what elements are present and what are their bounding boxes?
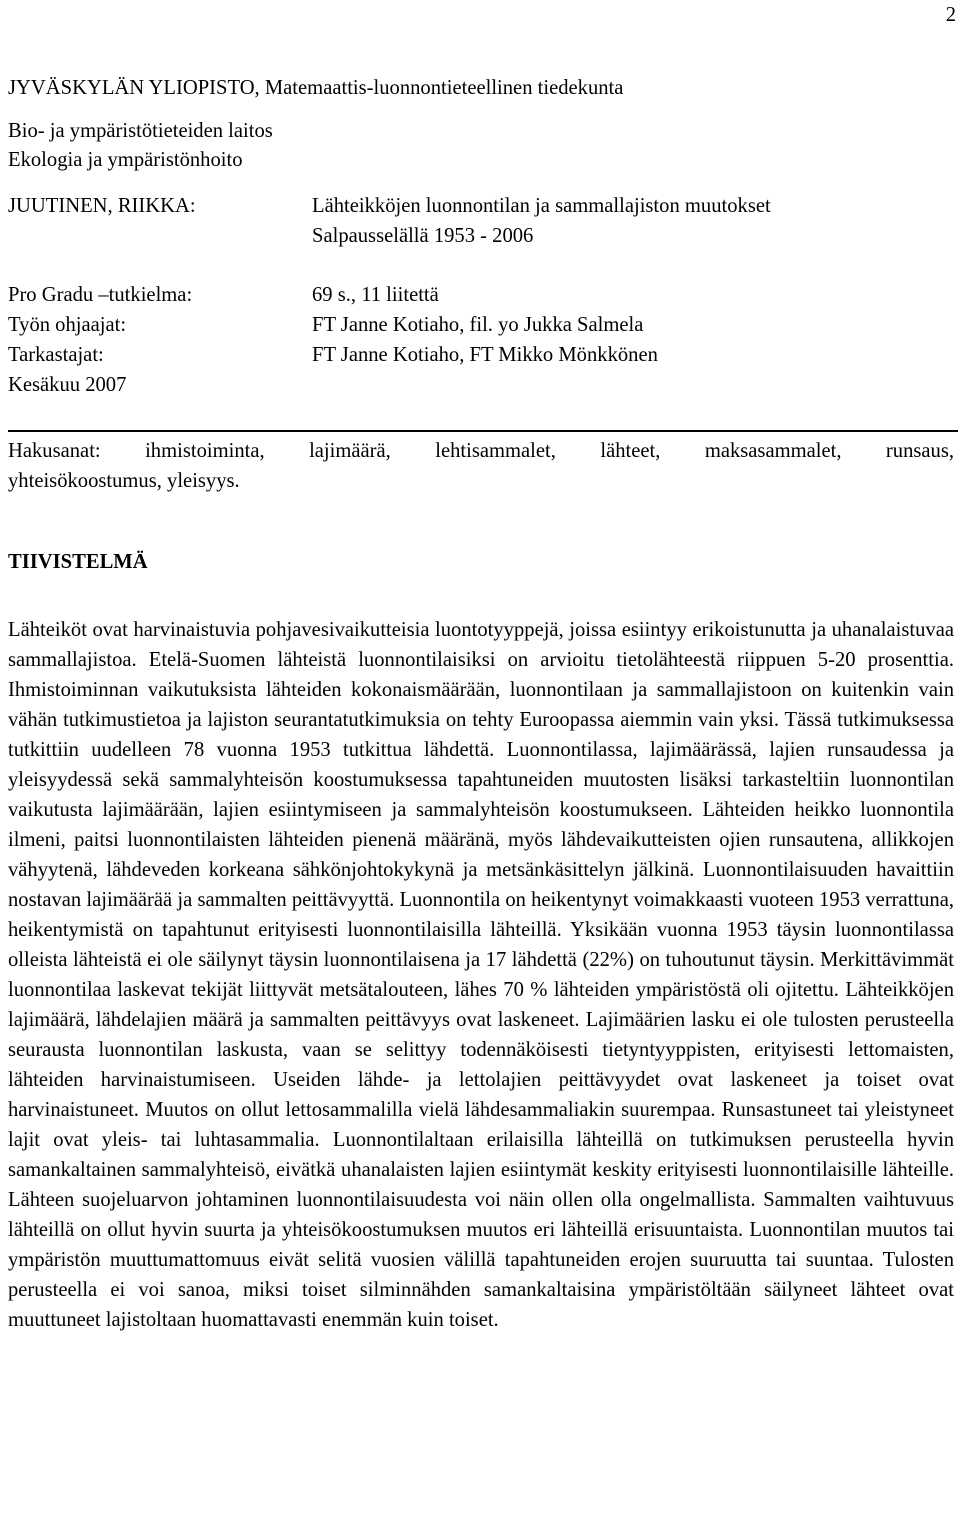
reviewers-value: FT Janne Kotiaho, FT Mikko Mönkkönen	[312, 344, 658, 366]
thesis-title-line1: Lähteikköjen luonnontilan ja sammallajiston muutokset	[312, 195, 771, 217]
university-line: JYVÄSKYLÄN YLIOPISTO, Matemaattis-luonnontieteellinen tiedekunta	[8, 77, 624, 99]
date-label: Kesäkuu 2007	[8, 374, 127, 396]
abstract-text: Lähteiköt ovat harvinaistuvia pohjavesivaikutteisia luontotyyppejä, joissa esiintyy erikoistunutta ja uhanalaistuvaa sammallajistoa. Etelä-Suomen lähteistä luonnontilaisiksi on arvioitu tietolähteestä riippuen 5-20 prosenttia. Ihmistoiminnan vaikutuksista lähteiden kokonaismäärään, luonnontilaan ja sammallajistoon on kuitenkin vain vähän tutkimustietoa ja lajiston seurantatutkimuksia on tehty Euroopassa aiemmin vain yksi. Tässä tutkimuksessa tutkittiin uudelleen 78 vuonna 1953 tutkittua lähdettä. Luonnontilassa, lajimäärässä, lajien runsaudessa ja yleisyydessä sekä sammalyhteisön koostumuksessa tapahtuneiden muutosten lisäksi tarkasteltiin luonnontilan vaikutusta lajimäärään, lajien esiintymiseen ja sammalyhteisön koostumukseen. Lähteiden heikko luonnontila ilmeni, paitsi luonnontilaisten lähteiden pienenä määränä, myös lähdevaikutteisten ojien runsautena, allikkojen vähyytenä, lähdeveden korkeana sähkönjohtokykynä ja metsänkäsittelyn jälkinä. Luonnontilaisuuden havaittiin nostavan lajimäärää ja sammalten peittävyyttä. Luonnontila on heikentynyt voimakkaasti vuoteen 1953 verrattuna, heikentymistä on tapahtunut erityisesti luonnontilaisilla lähteillä. Yksikään vuonna 1953 täysin luonnontilassa olleista lähteistä ei ole säilynyt täysin luonnontilaisena ja 17 lähdettä (22%) on tuhoutunut täysin. Merkittävimmät luonnontilaa laskevat tekijät liittyvät metsätalouteen, lähes 70 % lähteiden ympäristöstä oli ojitettu. Lähteikköjen lajimäärä, lähdelajien määrä ja sammalten peittävyys ovat laskeneet. Lajimäärien lasku ei ole tulosten perusteella seurausta luonnontilan laskusta, vaan se selittyy todennäköisesti tietyntyyppisten, erityisesti lettomaisten, lähteiden harvinaistumiseen. Useiden lähde- ja lettolajien peittävyydet ovat laskeneet ja toiset ovat harvinaistuneet. Muutos on ollut lettosammalilla vielä lähdesammaliakin suurempaa. Runsastuneet tai yleistyneet lajit ovat yleis- tai luhtasammalia. Luonnontilaltaan erilaisilla lähteillä on tutkimuksen perusteella hyvin samankaltainen sammalyhteisö, eivätkä uhanalaisten lajien esiintymät keskity erityisesti luonnontilaisille lähteille. Lähteen suojeluarvon johtaminen luonnontilaisuudesta voi näin ollen olla ongelmallista. Sammalten vaihtuvuus lähteillä on ollut hyvin suurta ja yhteisökoostumuksen muutos eri lähteillä erisuuntaista. Luonnontilan muutos tai ympäristön muuttumattomuus eivät selitä vuosien välillä tapahtuneiden erojen suuruutta tai suuntaa. Tulosten perusteella ei voi sanoa, miksi toiset silminnähden samankaltaisina ympäristöltään säilyneet lähteet ovat muuttuneet lajistoltaan huomattavasti enemmän kuin toiset.	[8, 619, 954, 1331]
author-label: JUUTINEN, RIIKKA:	[8, 195, 196, 217]
reviewers-label: Tarkastajat:	[8, 344, 104, 366]
thesis-title-line2: Salpausselällä 1953 - 2006	[312, 225, 534, 247]
thesis-type-label: Pro Gradu –tutkielma:	[8, 284, 193, 306]
department-line: Bio- ja ympäristötieteiden laitos	[8, 120, 273, 142]
keywords-line2: yhteisökoostumus, yleisyys.	[8, 470, 240, 492]
supervisors-label: Työn ohjaajat:	[8, 314, 127, 336]
thesis-type-value: 69 s., 11 liitettä	[312, 284, 439, 306]
supervisors-value: FT Janne Kotiaho, fil. yo Jukka Salmela	[312, 314, 644, 336]
abstract-heading: TIIVISTELMÄ	[8, 551, 148, 573]
separator-rule	[8, 430, 958, 432]
keywords-line1: Hakusanat: ihmistoiminta, lajimäärä, lehtisammalet, lähteet, maksasammalet, runsaus,	[8, 440, 954, 462]
page-number: 2	[945, 4, 956, 26]
program-line: Ekologia ja ympäristönhoito	[8, 149, 243, 171]
